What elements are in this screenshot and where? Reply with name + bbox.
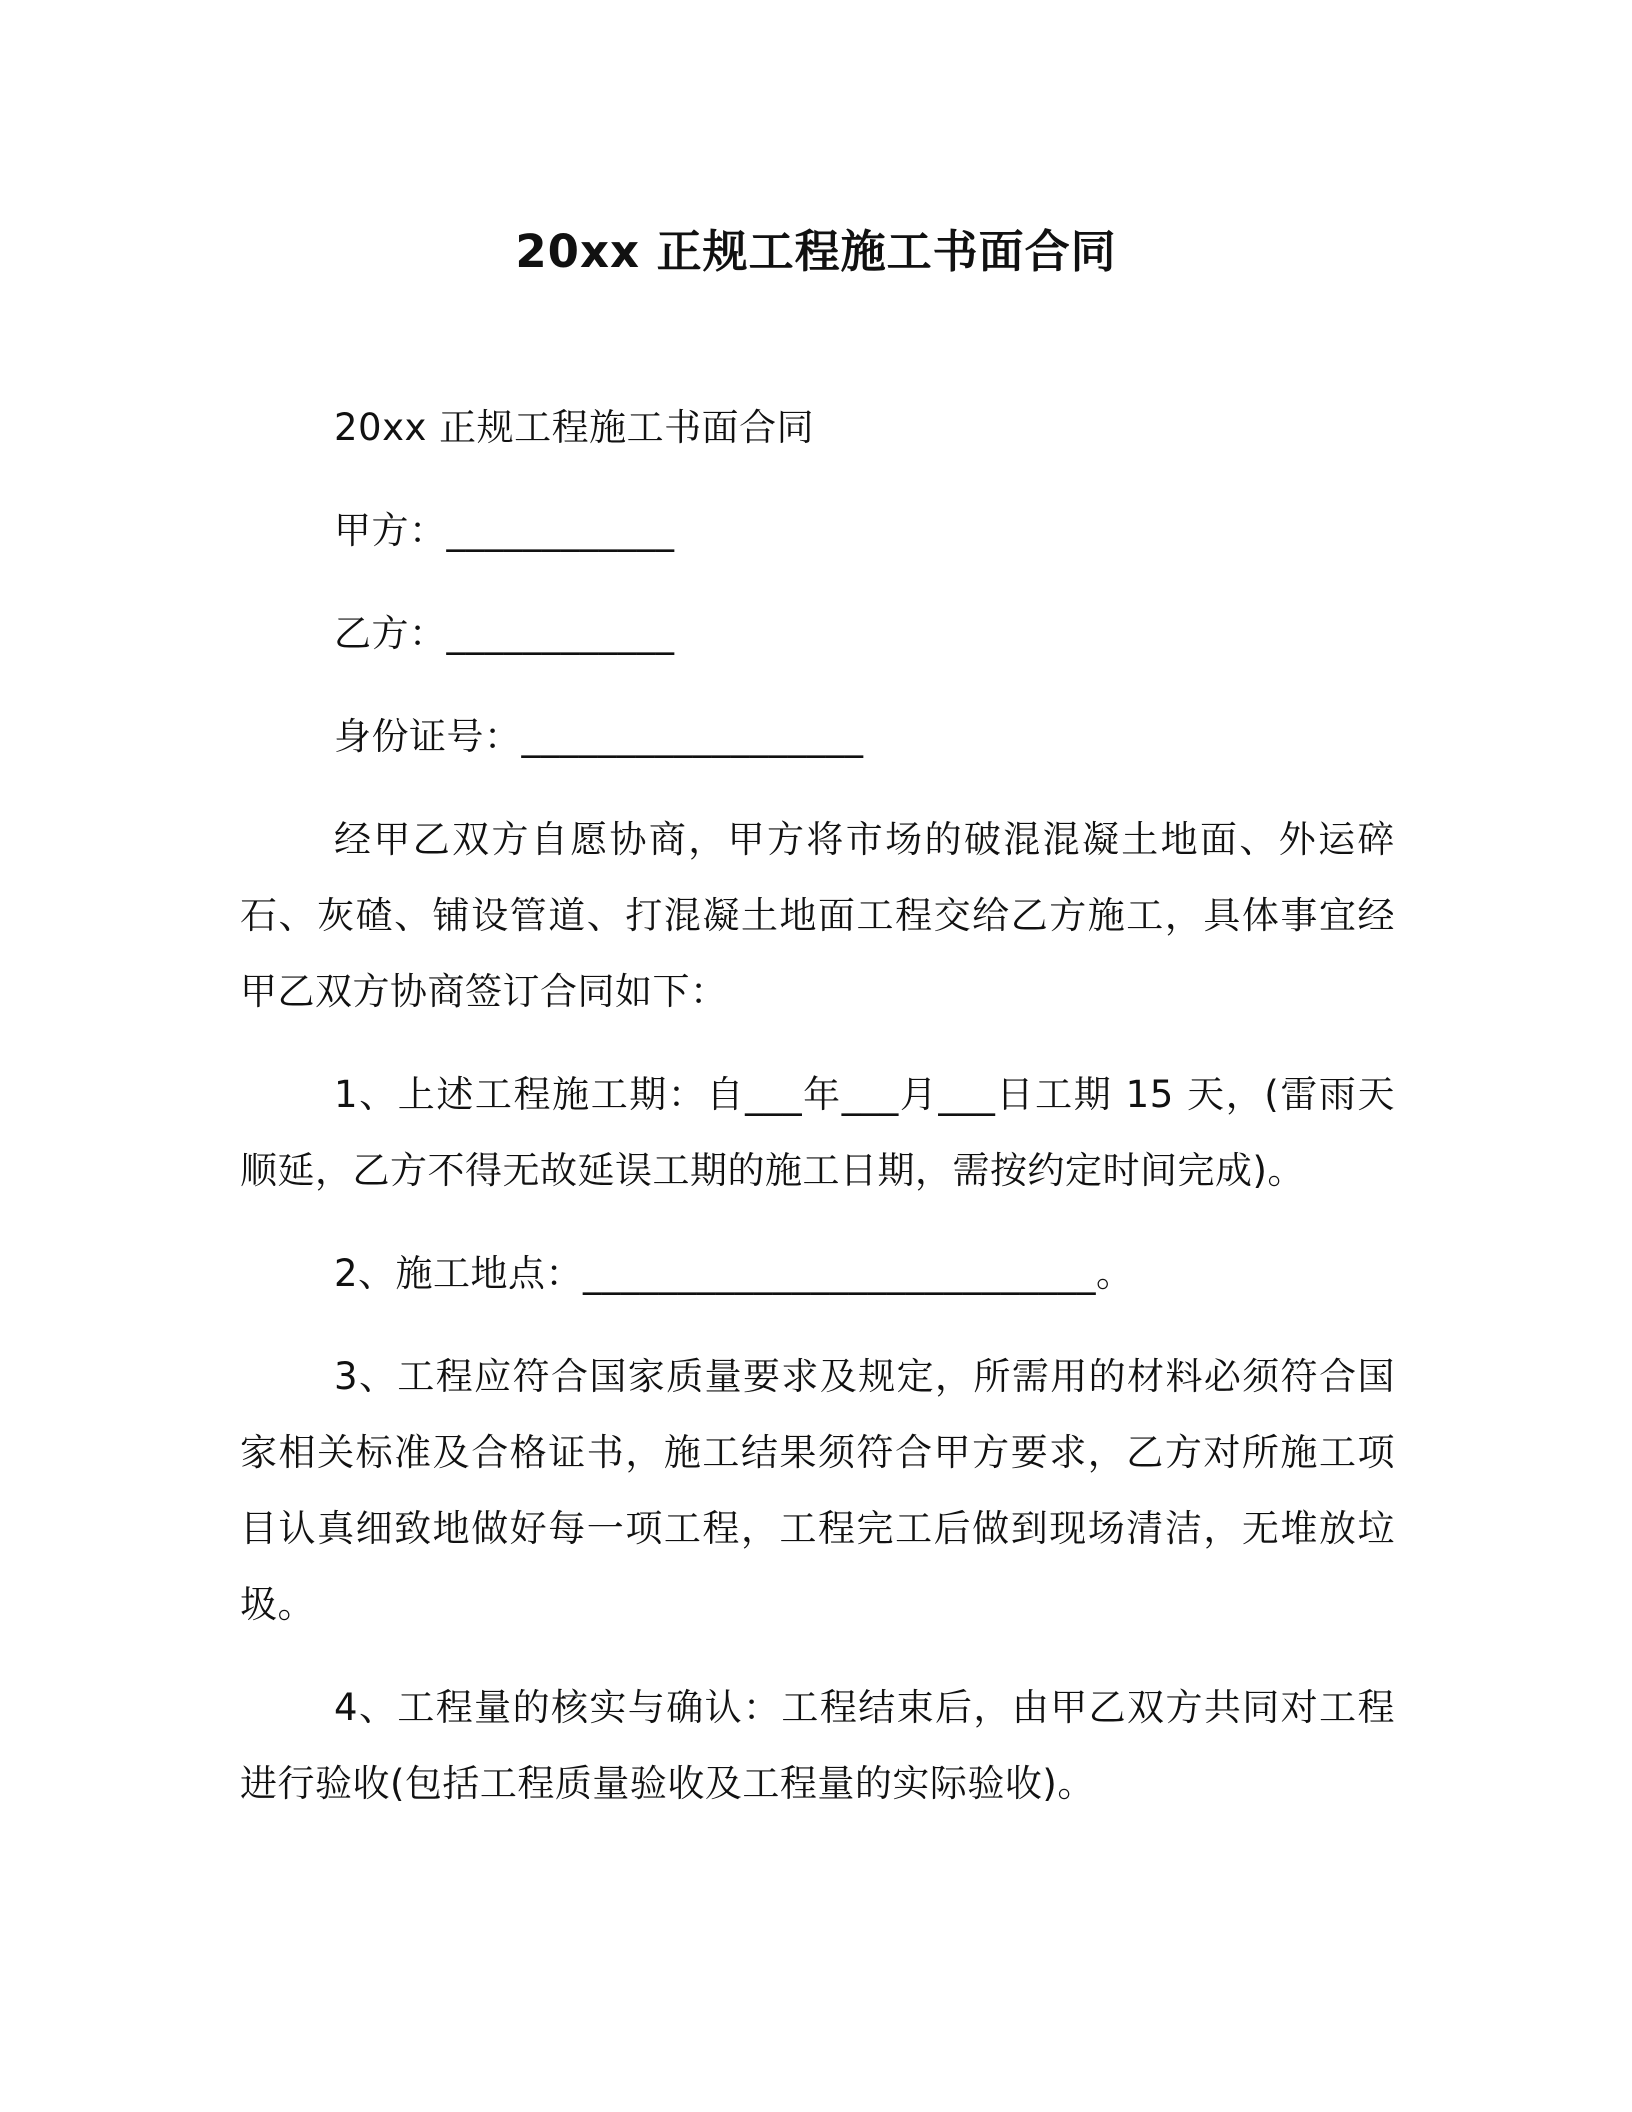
document-title: 20xx 正规工程施工书面合同 [515,225,1117,278]
id-number-line: 身份证号：__________________ [334,715,864,758]
document-body [240,390,1395,1849]
preamble-paragraph: 经甲乙双方自愿协商，甲方将市场的破混混凝土地面、外运碎石、灰碴、铺设管道、打混凝土地面工程交给乙方施工，具体事宜经甲乙双方协商签订合同如下： [240,818,1395,1013]
party-b-line: 乙方：____________ [334,612,675,655]
clause-2-paragraph: 2、施工地点：___________________________。 [334,1252,1134,1295]
clause-4-paragraph: 4、工程量的核实与确认：工程结束后，由甲乙双方共同对工程进行验收(包括工程质量验收及工程量的实际验收)。 [240,1686,1395,1805]
party-a-line: 甲方：____________ [334,509,675,552]
clause-3-paragraph: 3、工程应符合国家质量要求及规定，所需用的材料必须符合国家相关标准及合格证书，施工结果须符合甲方要求，乙方对所施工项目认真细致地做好每一项工程，工程完工后做到现场清洁，无堆放垃圾。 [240,1355,1395,1626]
contract-heading: 20xx 正规工程施工书面合同 [334,406,815,449]
clause-1-paragraph: 1、上述工程施工期：自___年___月___日工期 15 天，(雷雨天顺延，乙方不得无故延误工期的施工日期，需按约定时间完成)。 [240,1073,1395,1192]
